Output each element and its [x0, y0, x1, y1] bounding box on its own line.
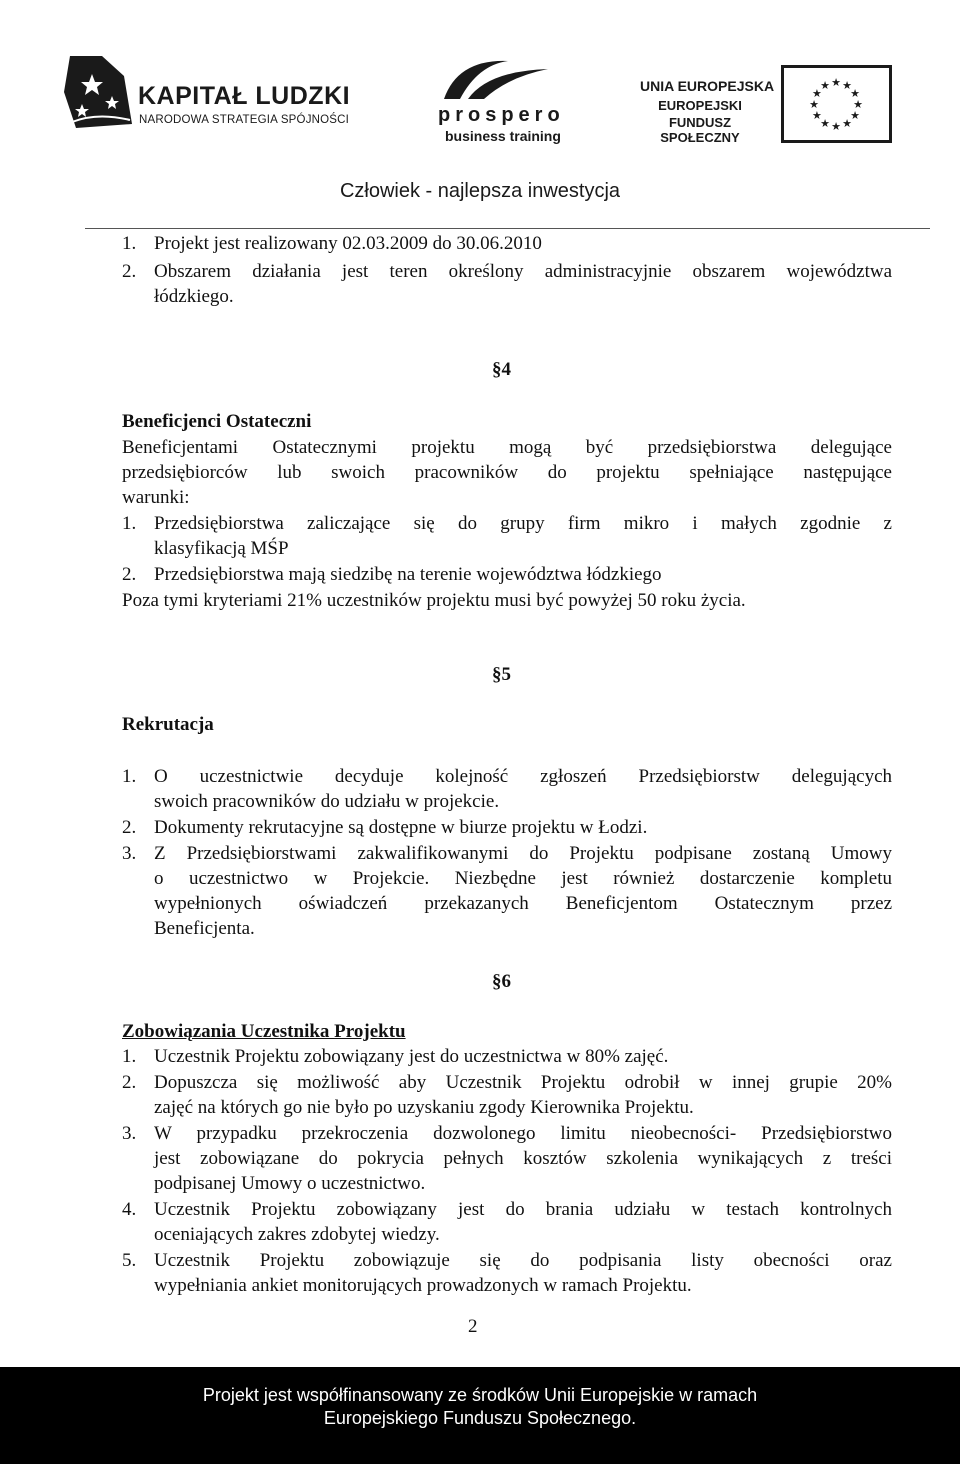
section-6-item-4-number: 4.	[122, 1199, 137, 1220]
section-6-item-3-line2: jest zobowiązane do pokrycia pełnych kosztów szkolenia wynikających z treści	[154, 1148, 892, 1169]
eu-label-line1: UNIA EUROPEJSKA	[640, 78, 775, 94]
eu-flag-icon	[781, 65, 892, 143]
section-6-item-2-line2: zajęć na których go nie było po uzyskaniu zgody Kierownika Projektu.	[154, 1097, 694, 1118]
eu-star-icon: ★	[831, 76, 841, 89]
section-5-item-2-line1: Dokumenty rekrutacyjne są dostępne w biurze projektu w Łodzi.	[154, 817, 648, 838]
prospero-logo-icon	[438, 55, 558, 103]
section-5-mark: §5	[492, 664, 511, 685]
section-6-item-3-line1: W przypadku przekroczenia dozwolonego limitu nieobecności- Przedsiębiorstwo	[154, 1123, 892, 1144]
kapital-ludzki-subtitle: NARODOWA STRATEGIA SPÓJNOŚCI	[139, 114, 350, 126]
section-4-closing: Poza tymi kryteriami 21% uczestników projektu musi być powyżej 50 roku życia.	[122, 590, 746, 611]
intro-item-1-text: Projekt jest realizowany 02.03.2009 do 30.06.2010	[154, 233, 542, 254]
section-6-item-5-line2: wypełniania ankiet monitorujących prowadzonych w ramach Projektu.	[154, 1275, 692, 1296]
section-6-item-5-number: 5.	[122, 1250, 137, 1271]
intro-item-2-line1: Obszarem działania jest teren określony administracyjnie obszarem województwa	[154, 261, 892, 282]
section-6-mark: §6	[492, 971, 511, 992]
section-5-item-3-line2: o uczestnictwo w Projekcie. Niezbędne jest również dostarczenie kompletu	[154, 868, 892, 889]
section-4-para-line1: Beneficjentami Ostatecznymi projektu mogą być przedsiębiorstwa delegujące	[122, 437, 892, 458]
eu-label-line2: EUROPEJSKI	[658, 98, 742, 113]
eu-star-icon: ★	[809, 98, 819, 111]
section-4-mark: §4	[492, 359, 511, 380]
section-5-item-1-line1: O uczestnictwie decyduje kolejność zgłoszeń Przedsiębiorstw delegujących	[154, 766, 892, 787]
section-4-para-line3: warunki:	[122, 487, 190, 508]
eu-star-icon: ★	[850, 87, 861, 100]
prospero-wordmark: prospero	[438, 104, 565, 126]
section-6-item-2-number: 2.	[122, 1072, 137, 1093]
section-6-item-5-line1: Uczestnik Projektu zobowiązuje się do podpisania listy obecności oraz	[154, 1250, 892, 1271]
intro-item-2-line2: łódzkiego.	[154, 286, 234, 307]
section-5-item-3-number: 3.	[122, 843, 137, 864]
section-4-item-2-number: 2.	[122, 564, 137, 585]
section-5-item-1-number: 1.	[122, 766, 137, 787]
section-5-item-2-number: 2.	[122, 817, 137, 838]
eu-stars-icon	[784, 68, 889, 140]
header-divider	[85, 228, 930, 229]
section-4-item-1-line2: klasyfikacją MŚP	[154, 538, 289, 559]
section-6-item-3-line3: podpisanej Umowy o uczestnictwo.	[154, 1173, 426, 1194]
section-6-item-1-line1: Uczestnik Projektu zobowiązany jest do uczestnictwa w 80% zajęć.	[154, 1046, 669, 1067]
section-4-heading: Beneficjenci Ostateczni	[122, 411, 312, 432]
eu-star-icon: ★	[842, 117, 852, 131]
eu-star-icon: ★	[853, 98, 863, 111]
footer-line2: Europejskiego Funduszu Społecznego.	[323, 1408, 637, 1428]
section-6-item-3-number: 3.	[122, 1123, 137, 1144]
section-5-item-3-line3: wypełnionych oświadczeń przekazanych Beneficjentom Ostatecznym przez	[154, 893, 892, 914]
eu-star-icon: ★	[850, 109, 861, 122]
section-5-item-3-line4: Beneficjenta.	[154, 918, 255, 939]
page-number: 2	[468, 1316, 478, 1337]
section-4-item-1-line1: Przedsiębiorstwa zaliczające się do grupy firm mikro i małych zgodnie z	[154, 513, 892, 534]
intro-item-2-number: 2.	[122, 261, 137, 282]
footer-line1: Projekt jest współfinansowany ze środków Unii Europejskie w ramach	[202, 1385, 758, 1405]
eu-star-icon: ★	[820, 78, 830, 92]
eu-label-line3: FUNDUSZ SPOŁECZNY	[660, 115, 740, 145]
intro-item-1-number: 1.	[122, 233, 137, 254]
eu-star-icon: ★	[831, 120, 841, 133]
prospero-subtitle: business training	[445, 128, 561, 144]
section-5-item-3-line1: Z Przedsiębiorstwami zakwalifikowanymi do Projektu podpisane zostaną Umowy	[154, 843, 892, 864]
section-6-heading: Zobowiązania Uczestnika Projektu	[122, 1021, 406, 1042]
section-4-item-2-text: Przedsiębiorstwa mają siedzibę na terenie województwa łódzkiego	[154, 564, 662, 585]
section-6-item-2-line1: Dopuszcza się możliwość aby Uczestnik Projektu odrobił w innej grupie 20%	[154, 1072, 892, 1093]
kapital-ludzki-logo-icon	[62, 52, 134, 132]
eu-star-icon: ★	[811, 109, 822, 122]
section-6-item-1-number: 1.	[122, 1046, 137, 1067]
kapital-ludzki-title: KAPITAŁ LUDZKI	[138, 82, 351, 110]
section-5-heading: Rekrutacja	[122, 714, 214, 735]
eu-star-icon: ★	[811, 87, 822, 100]
section-4-para-line2: przedsiębiorców lub swoich pracowników do projektu spełniające następujące	[122, 462, 892, 483]
section-6-item-4-line1: Uczestnik Projektu zobowiązany jest do brania udziału w testach kontrolnych	[154, 1199, 892, 1220]
header-tagline: Człowiek - najlepsza inwestycja	[339, 180, 621, 202]
section-5-item-1-line2: swoich pracowników do udziału w projekcie.	[154, 791, 500, 812]
eu-star-icon: ★	[820, 117, 830, 131]
eu-star-icon: ★	[842, 78, 852, 92]
section-4-item-1-number: 1.	[122, 513, 137, 534]
section-6-item-4-line2: oceniających zakres zdobytej wiedzy.	[154, 1224, 440, 1245]
